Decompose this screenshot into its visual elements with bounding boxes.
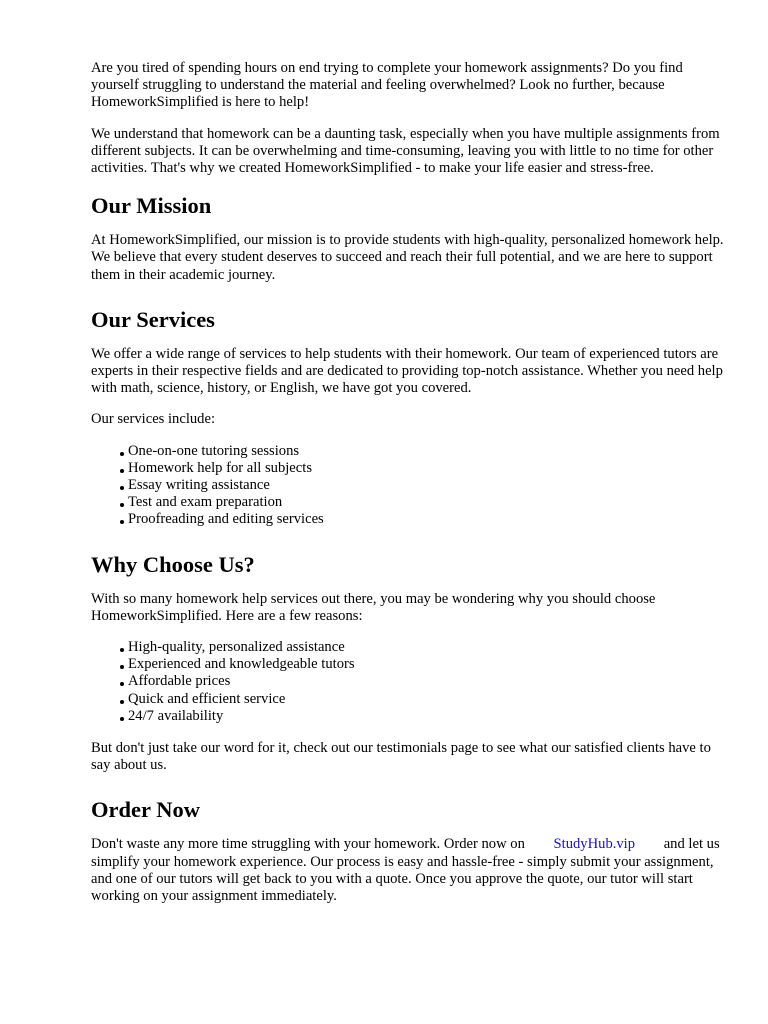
intro-paragraph-2: We understand that homework can be a daunting task, especially when you have multiple assignments from different subjects. It can be overwhelming and time-consuming, leaving you with little to no time for other activities. That's why we created HomeworkSimplified - to make your life easier and stress-free. [91,125,720,177]
list-item: Experienced and knowledgeable tutors [128,656,731,673]
mission-heading: Our Mission [91,193,212,219]
order-heading: Order Now [91,797,200,823]
why-paragraph: With so many homework help services out there, you may be wondering why you should choose HomeworkSimplified. Here are a few reasons: [91,590,656,624]
order-text-before: Don't waste any more time struggling with your homework. Order now on [91,836,525,853]
list-item: High-quality, personalized assistance [128,639,731,656]
list-item: Homework help for all subjects [128,460,731,477]
order-paragraph [91,836,731,905]
services-list-intro: Our services include: [91,411,216,428]
list-item: Essay writing assistance [128,477,731,494]
services-heading: Our Services [91,306,215,332]
list-item: Quick and efficient service [128,691,731,708]
why-heading: Why Choose Us? [91,551,255,577]
list-item: 24/7 availability [128,708,731,725]
intro-paragraph-1: Are you tired of spending hours on end trying to complete your homework assignments? Do you find yourself struggling to understand the material and feeling overwhelmed? Look no further, because HomeworkSimplified is here to help! [91,60,683,111]
list-item: Test and exam preparation [128,494,731,511]
testimonials-paragraph: But don't just take our word for it, check out our testimonials page to see what our satisfied clients have to say about us. [91,740,711,774]
list-item: Proofreading and editing services [128,511,731,528]
order-text-after: and let us simplify your homework experience. Our process is easy and hassle-free - simply submit your assignment, and one of our tutors will get back to you with a quote. Once you approve the quote, our tutor will start working on your assignment immediately. [91,836,720,905]
studyhub-link[interactable]: StudyHub.vip [553,836,636,853]
services-paragraph: We offer a wide range of services to help students with their homework. Our team of experienced tutors are experts in their respective fields and are dedicated to providing top-notch assistance. Whether you need help with math, science, history, or English, we have got you covered. [91,345,723,397]
document-body [91,60,731,919]
services-list [91,443,731,529]
mission-paragraph: At HomeworkSimplified, our mission is to provide students with high-quality, personalized homework help. We believe that every student deserves to succeed and reach their full potential, and we are here to support them in their academic journey. [91,232,724,283]
reasons-list [91,639,731,725]
list-item: One-on-one tutoring sessions [128,443,731,460]
list-item: Affordable prices [128,673,731,690]
